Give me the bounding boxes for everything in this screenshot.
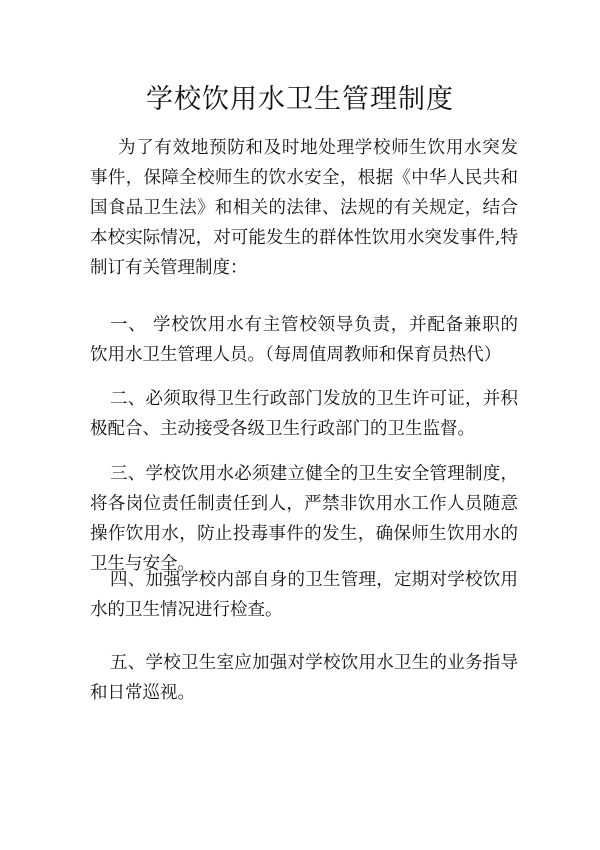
rule-item-1: 一、 学校饮用水有主管校领导负责，并配备兼职的饮用水卫生管理人员。（每周值周教师和保育员热代） (90, 315, 518, 365)
rule-item-3: 三、学校饮用水必须建立健全的卫生安全管理制度，将各岗位责任制责任到人，严禁非饮用水工作人员随意操作饮用水，防止投毒事件的发生，确保师生饮用水的卫生与安全。 (90, 464, 518, 574)
document-title: 学校饮用水卫生管理制度 (146, 84, 454, 115)
rule-item-5: 五、学校卫生室应加强对学校饮用水卫生的业务指导和日常巡视。 (90, 653, 518, 703)
rule-item-4: 四、加强学校内部自身的卫生管理，定期对学校饮用水的卫生情况进行检查。 (90, 570, 518, 620)
rule-item-2: 二、必须取得卫生行政部门发放的卫生许可证，并积极配合、主动接受各级卫生行政部门的卫生监督。 (90, 389, 518, 439)
intro-paragraph: 为了有效地预防和及时地处理学校师生饮用水突发事件，保障全校师生的饮水安全，根据《中华人民共和国食品卫生法》和相关的法律、法规的有关规定，结合本校实际情况，对可能发生的群体性饮用水突发事件,特制订有关管理制度： (90, 138, 518, 278)
